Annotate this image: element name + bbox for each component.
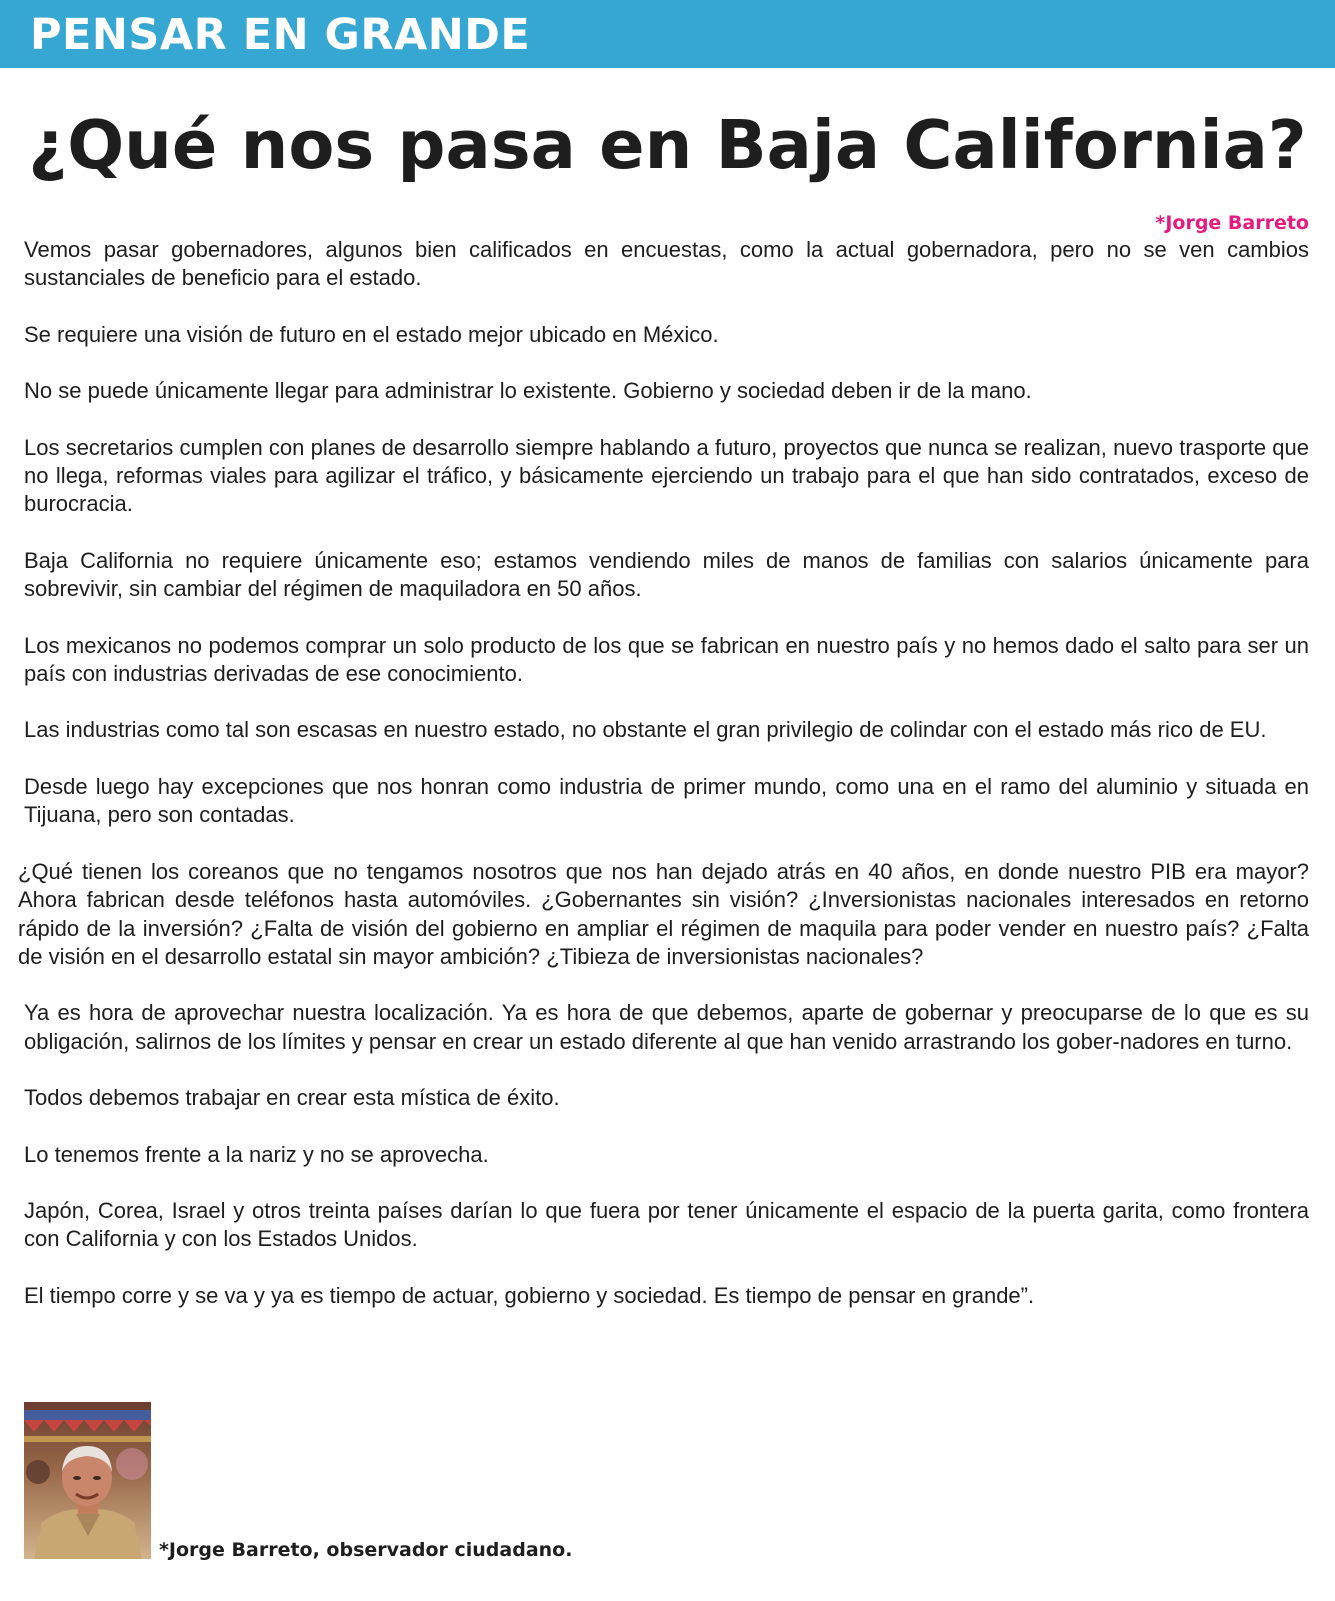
paragraph-12: Lo tenemos frente a la nariz y no se aprovecha. xyxy=(24,1141,489,1167)
paragraph-2: Se requiere una visión de futuro en el estado mejor ubicado en México. xyxy=(24,321,719,347)
paragraph-8: Desde luego hay excepciones que nos honran como industria de primer mundo, como una en el ramo del aluminio y situada en Tijuana, pero son contadas. xyxy=(24,773,1309,828)
paragraph-6: Los mexicanos no podemos comprar un solo producto de los que se fabrican en nuestro país y no hemos dado el salto para ser un país con industrias derivadas de ese conocimiento. xyxy=(24,632,1309,687)
paragraph-13: Japón, Corea, Israel y otros treinta países darían lo que fuera por tener únicamente el espacio de la puerta garita, como frontera con California y con los Estados Unidos. xyxy=(24,1197,1309,1252)
paragraph-10: Ya es hora de aprovechar nuestra localización. Ya es hora de que debemos, aparte de gobernar y preocuparse de lo que es su obligación, salirnos de los límites y pensar en crear un estado diferente al que han venido arrastrando los gober-nadores en turno. xyxy=(24,1000,1309,1054)
author-byline: *Jorge Barreto xyxy=(1155,212,1309,234)
article-body xyxy=(18,236,1309,1338)
paragraph-3: No se puede únicamente llegar para administrar lo existente. Gobierno y sociedad deben ir de la mano. xyxy=(24,378,1032,404)
paragraph-14: El tiempo corre y se va y ya es tiempo de actuar, gobierno y sociedad. Es tiempo de pensar en grande”. xyxy=(24,1282,1035,1308)
paragraph-4: Los secretarios cumplen con planes de desarrollo siempre hablando a futuro, proyectos que nunca se realizan, nuevo trasporte que no llega, reformas viales para agilizar el tráfico, y básicamente ejerciendo un trabajo para el que han sido contratados, exceso de burocracia. xyxy=(24,434,1309,517)
author-photo xyxy=(24,1402,151,1559)
paragraph-11: Todos debemos trabajar en crear esta mística de éxito. xyxy=(24,1085,560,1111)
section-header-band xyxy=(0,0,1335,68)
paragraph-9: ¿Qué tienen los coreanos que no tengamos nosotros que nos han dejado atrás en 40 años, en donde nuestro PIB era mayor? Ahora fabrican desde teléfonos hasta automóviles. ¿Gobernantes sin visión? ¿Inversionistas nacionales interesados en retorno rápido de la inversión? ¿Falta de visión del gobierno en ampliar el régimen de maquila para poder vender en nuestro país? ¿Falta de visión en el desarrollo estatal sin mayor ambición? ¿Tibieza de inversionistas nacionales? xyxy=(18,858,1309,969)
author-credit: *Jorge Barreto, observador ciudadano. xyxy=(159,1539,573,1561)
section-title: PENSAR EN GRANDE xyxy=(30,10,531,60)
paragraph-5: Baja California no requiere únicamente eso; estamos vendiendo miles de manos de familias con salarios únicamente para sobrevivir, sin cambiar del régimen de maquiladora en 50 años. xyxy=(24,547,1309,602)
article-headline: ¿Qué nos pasa en Baja California? xyxy=(28,106,1307,184)
paragraph-1: Vemos pasar gobernadores, algunos bien calificados en encuestas, como la actual gobernadora, pero no se ven cambios sustanciales de beneficio para el estado. xyxy=(24,237,1309,291)
author-portrait-illustration xyxy=(24,1402,151,1559)
paragraph-7: Las industrias como tal son escasas en nuestro estado, no obstante el gran privilegio de colindar con el estado más rico de EU. xyxy=(24,717,1267,743)
